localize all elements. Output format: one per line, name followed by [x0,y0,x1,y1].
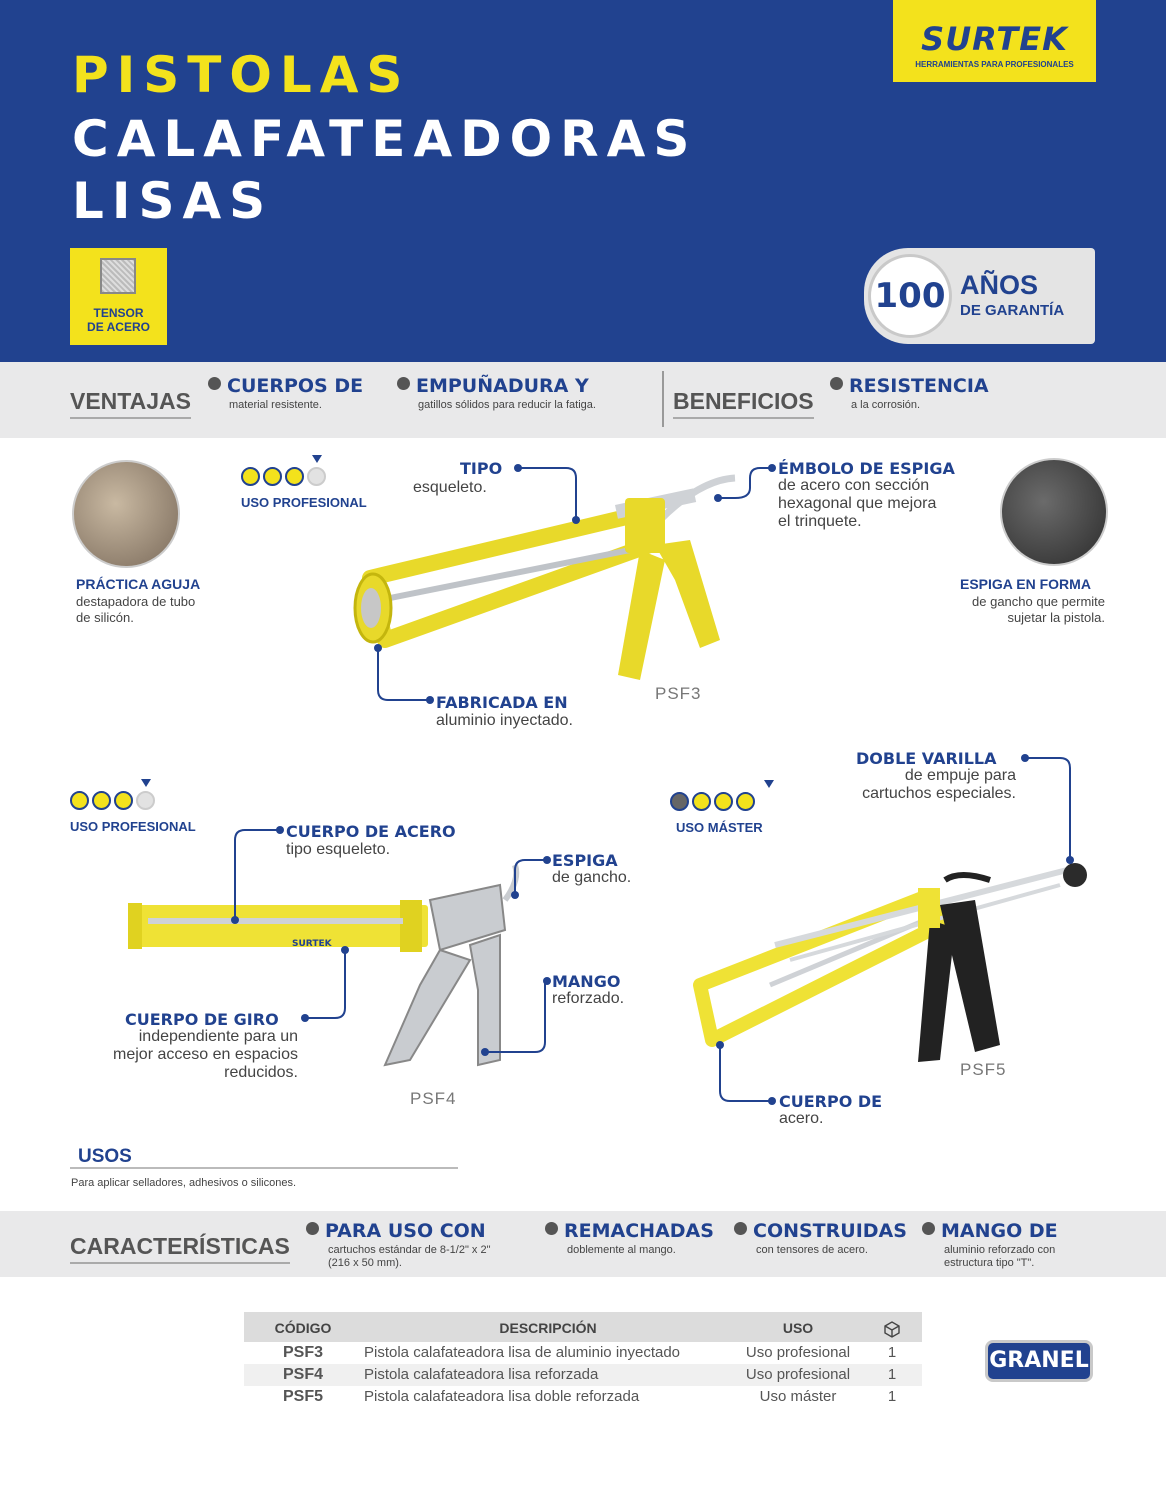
caracteristica-1-head-text: PARA USO CON [325,1220,486,1242]
tensor-label-line-1: TENSOR [93,306,144,320]
psf5-cuerpo-title: CUERPO DE [779,1092,883,1111]
psf3-tipo-title: TIPO [460,459,503,478]
psf3-fabricada-title: FABRICADA EN [436,693,568,712]
usos-text: Para aplicar selladores, adhesivos o silicones. [71,1177,297,1189]
psf3-embolo-text [778,477,936,531]
psf5-varilla-text-2: cartuchos especiales. [862,785,1016,802]
psf4-model-label: PSF4 [410,1089,457,1108]
table-row [244,1386,922,1408]
psf4-rating-label: USO PROFESIONAL [70,819,196,834]
table-row [244,1342,922,1364]
ventaja-2-sub: gatillos sólidos para reducir la fatiga. [418,399,596,411]
table-header [244,1312,922,1342]
psf5-gun-image [700,863,1087,1062]
brand-name: SURTEK [921,20,1068,58]
row-use: Uso profesional [745,1344,851,1361]
title-line-2: CALAFATEADORAS [72,110,698,168]
beneficio-1-head-text: RESISTENCIA [849,375,989,397]
rating-marker-icon [312,455,322,463]
rating-dot-icon [285,467,304,486]
psf5-varilla-text [815,767,1016,803]
ventaja-1-head-text: CUERPOS DE [227,375,364,397]
needle-photo [72,460,180,568]
aguja-text-2: de silicón. [76,610,134,625]
psf4-mango-text: reforzado. [552,990,625,1007]
row-code: PSF4 [282,1366,323,1383]
row-qty: 1 [887,1388,897,1405]
caracteristica-4-sub-2: estructura tipo "T". [944,1257,1035,1269]
caracteristicas-band [0,1211,1166,1277]
warranty-label: DE GARANTÍA [960,302,1065,319]
rating-dot-icon [670,792,689,811]
row-description: Pistola calafateadora lisa de aluminio inyectado [364,1344,681,1361]
granel-badge: GRANEL [985,1340,1093,1382]
ventajas-label: VENTAJAS [70,388,191,419]
brand-tagline: HERRAMIENTAS PARA PROFESIONALES [915,60,1074,69]
rating-dot-icon [114,791,133,810]
title-line-3: LISAS [72,172,274,230]
warranty-years: AÑOS [960,270,1039,300]
rating-dot-icon [263,467,282,486]
psf3-embolo-text-3: el trinquete. [778,513,862,530]
psf4-giro-text-2: mejor acceso en espacios [113,1046,298,1063]
row-code: PSF5 [282,1388,323,1405]
psf3-rating [241,467,329,491]
bullet-icon [734,1222,747,1235]
psf5-rating-label: USO MÁSTER [676,820,763,835]
table-row [244,1364,922,1386]
psf4-giro-text [40,1028,298,1082]
aguja-title: PRÁCTICA AGUJA [76,576,201,592]
caracteristicas-label: CARACTERÍSTICAS [70,1233,290,1264]
psf4-giro-title: CUERPO DE GIRO [125,1010,279,1029]
rating-dot-icon [736,792,755,811]
caracteristica-4-sub [944,1244,1055,1270]
rating-dot-icon [136,791,155,810]
row-description: Pistola calafateadora lisa doble reforzada [364,1388,640,1405]
psf4-cuerpo-title: CUERPO DE ACERO [286,822,456,841]
header-description: DESCRIPCIÓN [499,1320,597,1336]
psf3-tipo-text: esqueleto. [413,479,487,496]
ventaja-1-sub: material resistente. [229,399,322,411]
psf5-varilla-text-1: de empuje para [904,767,1016,784]
rating-dot-icon [714,792,733,811]
caracteristica-3-sub: con tensores de acero. [756,1244,868,1256]
warranty-number: 100 [868,254,952,338]
espiga-forma-text-2: sujetar la pistola. [1007,610,1105,625]
psf4-espiga-text: de gancho. [552,869,632,886]
caracteristica-2-head-text: REMACHADAS [564,1220,714,1242]
espiga-forma-text-1: de gancho que permite [972,594,1105,609]
psf3-embolo-title: ÉMBOLO DE ESPIGA [778,459,955,478]
aguja-text [76,594,195,626]
rating-marker-icon [141,779,151,787]
rating-marker-icon [764,780,774,788]
row-qty: 1 [887,1344,897,1361]
rating-dot-icon [241,467,260,486]
row-description: Pistola calafateadora lisa reforzada [364,1366,599,1383]
usos-divider [70,1167,458,1169]
psf4-cuerpo-text: tipo esqueleto. [286,841,391,858]
psf5-cuerpo-text: acero. [779,1110,824,1127]
title-line-1: PISTOLAS [72,46,411,104]
espiga-forma-title: ESPIGA EN FORMA [960,576,1091,592]
rating-dot-icon [692,792,711,811]
bullet-icon [545,1222,558,1235]
row-code: PSF3 [282,1344,323,1361]
product-table [244,1312,922,1408]
psf5-varilla-title: DOBLE VARILLA [856,749,997,768]
tensor-label-line-2: DE ACERO [87,320,150,334]
psf4-giro-text-1: independiente para un [138,1028,298,1045]
psf4-espiga-title: ESPIGA [552,851,618,870]
psf5-model-label: PSF5 [960,1060,1007,1079]
caracteristica-2-head [545,1220,714,1242]
caracteristica-1-sub-1: cartuchos estándar de 8-1/2" x 2" [328,1244,491,1256]
bullet-icon [922,1222,935,1235]
caracteristica-1-sub [328,1244,491,1270]
bullet-icon [306,1222,319,1235]
row-qty: 1 [887,1366,897,1383]
psf4-body-brand: SURTEK [292,939,332,949]
psf3-gun-image [355,478,735,680]
psf4-mango-title: MANGO [552,972,621,991]
ventaja-2-head-text: EMPUÑADURA Y [416,375,589,397]
psf3-embolo-text-2: hexagonal que mejora [778,495,937,512]
psf4-giro-text-3: reducidos. [224,1064,298,1081]
hook-photo [1000,458,1108,566]
caracteristica-4-sub-1: aluminio reforzado con [944,1244,1056,1256]
box-icon [862,1320,922,1341]
psf3-embolo-text-1: de acero con sección [778,477,930,494]
usos-title: USOS [78,1146,132,1167]
psf3-model-label: PSF3 [655,684,702,703]
psf5-rating [670,792,758,816]
caracteristica-1-head [306,1220,486,1242]
beneficios-label: BENEFICIOS [673,388,814,419]
caracteristica-3-head-text: CONSTRUIDAS [753,1220,907,1242]
psf3-fabricada-text: aluminio inyectado. [436,712,573,729]
rating-dot-icon [307,467,326,486]
caracteristica-2-sub: doblemente al mango. [567,1244,676,1256]
row-use: Uso máster [759,1388,837,1405]
beneficio-1-sub: a la corrosión. [851,399,921,411]
caracteristica-4-head [922,1220,1058,1242]
header-use: USO [782,1320,814,1336]
caracteristica-4-head-text: MANGO DE [941,1220,1058,1242]
rating-dot-icon [70,791,89,810]
espiga-forma-text [905,594,1105,626]
row-use: Uso profesional [745,1366,851,1383]
header-code: CÓDIGO [274,1320,332,1336]
rating-dot-icon [92,791,111,810]
caracteristica-3-head [734,1220,907,1242]
psf3-rating-label: USO PROFESIONAL [241,495,367,510]
aguja-text-1: destapadora de tubo [76,594,196,609]
caracteristica-1-sub-2: (216 x 50 mm). [328,1257,402,1269]
psf4-rating [70,791,158,815]
